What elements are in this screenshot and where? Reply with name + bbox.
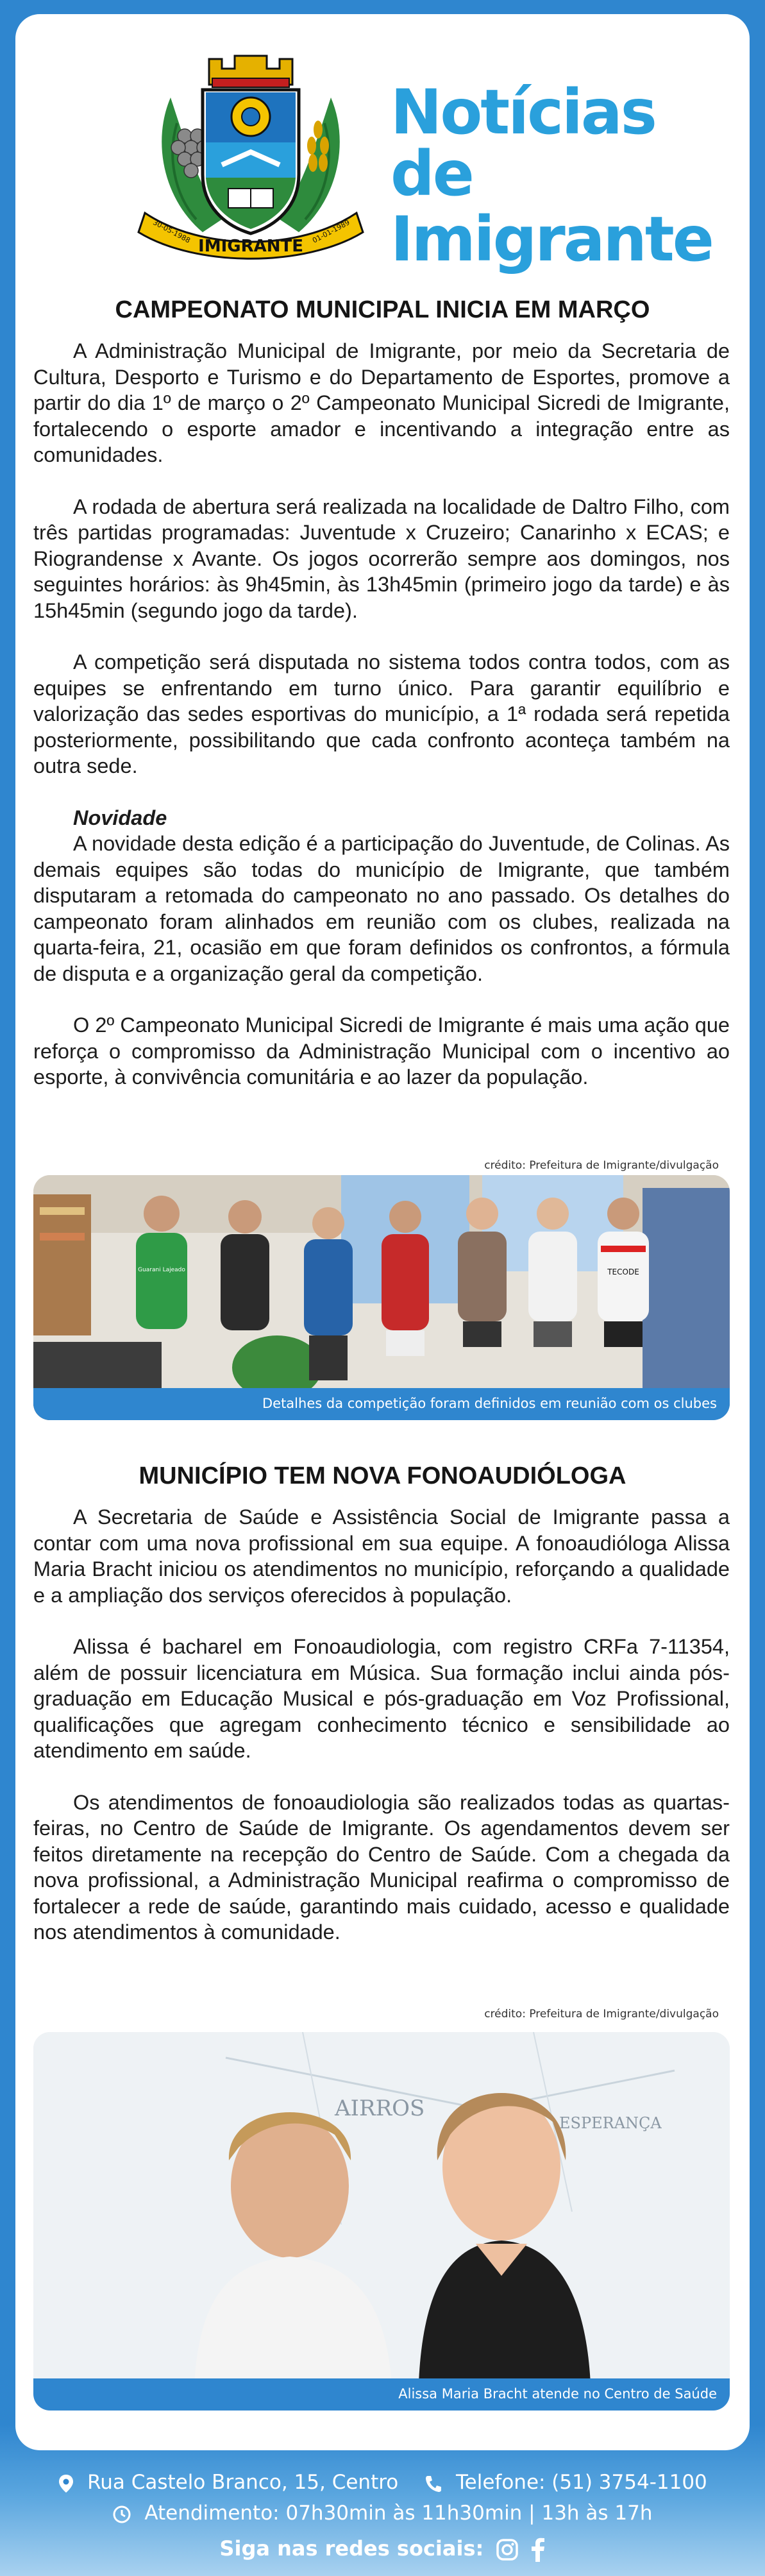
article2-paragraph-1: A Secretaria de Saúde e Assistência Social de Imigrante passa a contar com uma nova profissional em sua equipe. A fonoaudióloga Alissa Maria Bracht iniciou os atendimentos no município, reforçando a qualidade e a ampliação dos serviços oferecidos à população. [33, 1505, 730, 1607]
article2-headline: MUNICÍPIO TEM NOVA FONOAUDIÓLOGA [139, 1462, 626, 1489]
footer-address: Rua Castelo Branco, 15, Centro [87, 2471, 399, 2494]
crest-left-date: 30-05-1988 [151, 218, 192, 245]
fonoaudiologa-photo [33, 2032, 730, 2411]
article2-caption: Alissa Maria Bracht atende no Centro de Saúde [398, 2386, 717, 2402]
title-line-1: Notícias de [391, 76, 655, 210]
article1-photo-credit: crédito: Prefeitura de Imigrante/divulgação [484, 1159, 719, 1172]
footer-social-label: Siga nas redes sociais: [219, 2536, 484, 2561]
article1-paragraph-4: A novidade desta edição é a participação do Juventude, de Colinas. As demais equipes são todas do município de Imigrante, que também disputaram a retomada do campeonato no ano passado. Os detalhes do campeonato foram alinhados em reunião com os clubes, realizada na quarta-feira, 21, ocasião em que foram definidos os confrontos, a fórmula de disputa e a organização geral da competição. [33, 832, 730, 985]
header [15, 14, 750, 290]
footer [0, 2450, 765, 2576]
article1-paragraph-2: A rodada de abertura será realizada na localidade de Daltro Filho, com três partidas programadas: Juventude x Cruzeiro; Canarinho x ECAS; e Riograndense x Avante. Os jogos ocorrerão sempre aos domingos, nos seguintes horários: às 9h45min, às 13h45min (primeiro jogo da tarde) e às 15h45min (segundo jogo da tarde). [33, 495, 730, 622]
newsletter-card [15, 14, 750, 2450]
municipal-crest-logo [126, 40, 376, 271]
phone-icon [424, 2474, 443, 2493]
footer-hours-row [0, 2502, 765, 2525]
article1-paragraph-3: A competição será disputada no sistema todos contra todos, com as equipes se enfrentando em turno único. Para garantir equilíbrio e valorização das sedes esportivas do município, a 1ª rodada será repetida posteriormente, possibilitando que cada confronto aconteça também na outra sede. [33, 650, 730, 777]
article1-paragraph-1: A Administração Municipal de Imigrante, por meio da Secretaria de Cultura, Desporto e Turismo e do Departamento de Esportes, promove a partir do dia 1º de março o 2º Campeonato Municipal Sicredi de Imigrante, fortalecendo o esporte amador e incentivando a integração entre as comunidades. [33, 339, 730, 466]
article2-caption-bar [33, 2378, 730, 2411]
article1-caption: Detalhes da competição foram definidos em reunião com os clubes [262, 1396, 717, 1411]
article2-paragraph-3: Os atendimentos de fonoaudiologia são realizados todas as quartas-feiras, no Centro de Saúde de Imigrante. Os agendamentos devem ser feitos diretamente na recepção do Centro de Saúde. Com a chegada da nova profissional, a Administração Municipal reafirma o compromisso de fortalecer a rede de saúde, garantindo mais cuidado, acesso e qualidade nos atendimentos à comunidade. [33, 1790, 730, 1944]
article1-paragraph-5: O 2º Campeonato Municipal Sicredi de Imigrante é mais uma ação que reforça o compromisso da Administração Municipal com o incentivo ao esporte, à convivência comunitária e ao lazer da população. [33, 1013, 730, 1089]
team-meeting-photo [33, 1175, 730, 1420]
article2-body [33, 1504, 730, 1971]
map-label-esperanca: ESPERANÇA [559, 2114, 662, 2132]
shirt-text-guarani: Guarani Lajeado [138, 1267, 185, 1273]
article2-photo [33, 2032, 730, 2411]
article2-photo-credit: crédito: Prefeitura de Imigrante/divulgação [484, 2008, 719, 2021]
article2-paragraph-2: Alissa é bacharel em Fonoaudiologia, com registro CRFa 7-11354, além de possuir licenciatura em Música. Sua formação inclui ainda pós-graduação em Educação Musical e pós-graduação em Voz Profissional, qualificações que agregam conhecimento técnico e sensibilidade ao atendimento em saúde. [33, 1635, 730, 1762]
location-pin-icon [58, 2474, 74, 2493]
crest-right-date: 01-01-1989 [311, 218, 351, 245]
footer-contact-row [0, 2471, 765, 2494]
footer-social-row [0, 2536, 765, 2562]
article1-body [33, 338, 730, 1116]
facebook-icon[interactable] [530, 2538, 546, 2562]
newsletter-title [391, 76, 750, 275]
footer-hours: Atendimento: 07h30min às 11h30min | 13h às 17h [144, 2502, 653, 2525]
shirt-text-tecode: TECODE [607, 1267, 639, 1276]
map-label-airros: AIRROS [335, 2096, 425, 2121]
footer-phone: Telefone: (51) 3754-1100 [455, 2471, 707, 2494]
article1-headline: CAMPEONATO MUNICIPAL INICIA EM MARÇO [115, 296, 650, 323]
article1-caption-bar [33, 1388, 730, 1420]
article1-photo [33, 1175, 730, 1420]
article1-subhead: Novidade [73, 806, 167, 829]
title-line-2: Imigrante [391, 203, 712, 275]
crest-banner-text: IMIGRANTE [198, 237, 303, 256]
clock-icon [112, 2505, 131, 2524]
instagram-icon[interactable] [496, 2538, 519, 2561]
